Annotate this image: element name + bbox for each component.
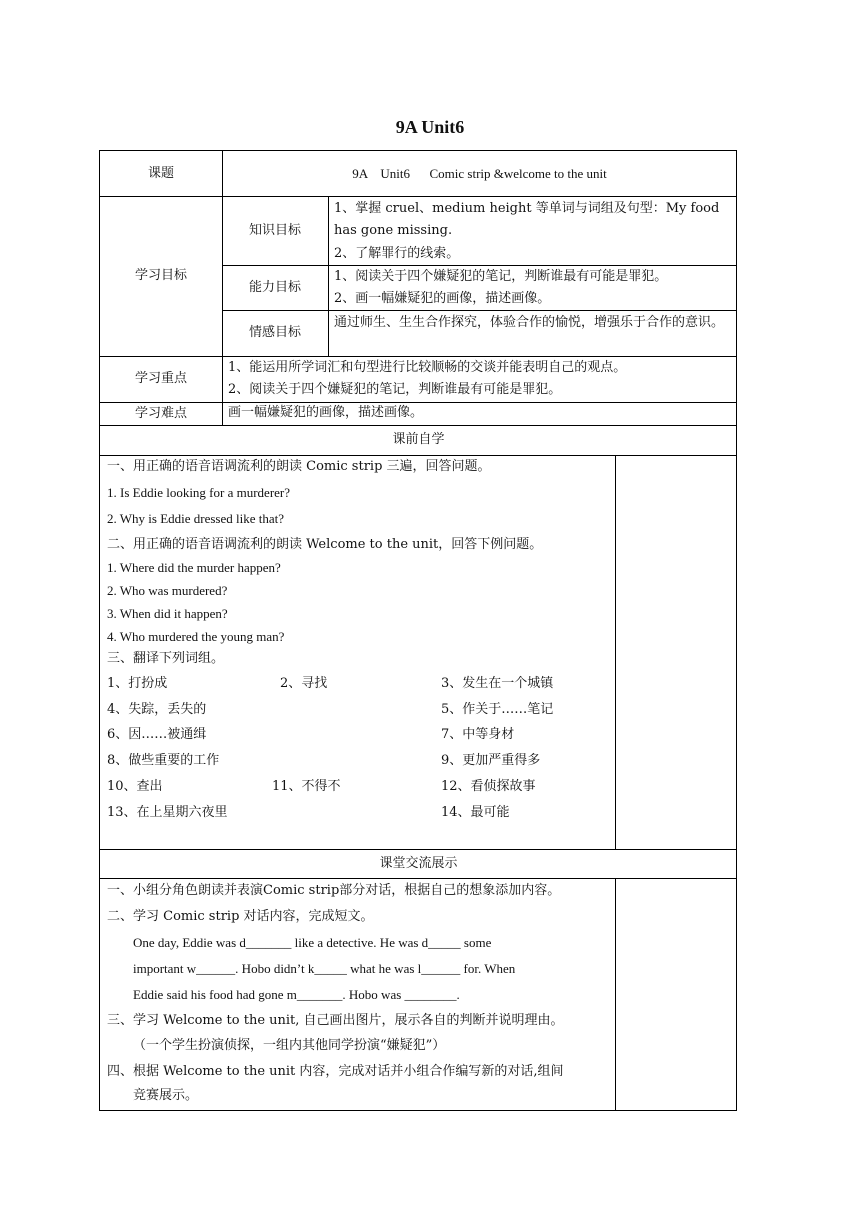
phrase-item: 6、因……被通缉	[107, 727, 207, 742]
comic-question-1: 1. Is Eddie looking for a murderer?	[107, 485, 291, 500]
topic-label: 课题	[147, 165, 174, 181]
column-divider	[328, 196, 329, 356]
preclass-section-3: 三、翻译下列词组。	[107, 651, 225, 666]
phrase-item: 5、作关于……笔记	[441, 702, 554, 717]
phrase-item: 4、失踪，丢失的	[107, 702, 207, 717]
column-divider	[615, 455, 616, 849]
inclass-section-3-note: （一个学生扮演侦探，一组内其他同学扮演“嫌疑犯”）	[133, 1038, 446, 1053]
difficulty-text: 画一幅嫌疑犯的画像，描述画像。	[228, 405, 424, 420]
welcome-question-2: 2. Who was murdered?	[107, 583, 228, 598]
comic-question-2: 2. Why is Eddie dressed like that?	[107, 511, 285, 526]
inclass-section-2: 二、学习 Comic strip 对话内容，完成短文。	[107, 909, 374, 924]
cloze-line-2: important w______. Hobo didn’t k_____ what he was l______ for. When	[133, 961, 516, 976]
inclass-section-1: 一、小组分角色朗读并表演Comic strip部分对话，根据自己的想象添加内容。	[107, 883, 561, 898]
inclass-section-4: 四、根据 Welcome to the unit 内容，完成对话并小组合作编写新的对话,组间	[107, 1064, 564, 1079]
cloze-line-3: Eddie said his food had gone m_______. Hobo was ________.	[133, 987, 460, 1002]
knowledge-goal-2: 2、了解罪行的线索。	[334, 246, 460, 261]
emotion-label: 情感目标	[248, 325, 301, 340]
inclass-heading: 课堂交流展示	[379, 855, 458, 871]
column-divider	[615, 878, 616, 1111]
phrase-item: 14、最可能	[441, 805, 510, 820]
phrase-item: 8、做些重要的工作	[107, 753, 220, 768]
cloze-line-1: One day, Eddie was d_______ like a detective. He was d_____ some	[133, 935, 492, 950]
keypoint-1: 1、能运用所学词汇和句型进行比较顺畅的交谈并能表明自己的观点。	[228, 360, 627, 375]
inclass-section-3: 三、学习 Welcome to the unit, 自己画出图片，展示各自的判断并说明理由。	[107, 1013, 564, 1028]
preclass-section-2: 二、用正确的语音语调流利的朗读 Welcome to the unit，回答下例问题。	[107, 537, 543, 552]
lesson-plan-table	[99, 150, 737, 1111]
phrase-item: 10、查出	[107, 779, 163, 794]
difficulty-label: 学习难点	[134, 405, 187, 421]
preclass-heading: 课前自学	[392, 432, 445, 447]
ability-goal-1: 1、阅读关于四个嫌疑犯的笔记，判断谁最有可能是罪犯。	[334, 269, 668, 284]
phrase-item: 9、更加严重得多	[441, 753, 541, 768]
emotion-goal: 通过师生、生生合作探究，体验合作的愉悦，增强乐于合作的意识。	[334, 315, 725, 330]
ability-label: 能力目标	[248, 279, 301, 295]
row-divider	[100, 878, 737, 879]
knowledge-label: 知识目标	[248, 222, 301, 238]
phrase-item: 1、打扮成	[107, 676, 168, 691]
inclass-section-4-cont: 竞赛展示。	[133, 1088, 199, 1103]
keypoints-label: 学习重点	[134, 371, 187, 386]
keypoint-2: 2、阅读关于四个嫌疑犯的笔记，判断谁最有可能是罪犯。	[228, 382, 562, 397]
phrase-item: 7、中等身材	[441, 727, 515, 742]
column-divider	[222, 356, 223, 425]
knowledge-goal-1: 1、掌握 cruel、medium height 等单词与词组及句型：My food has gone missing.	[334, 201, 720, 238]
welcome-question-1: 1. Where did the murder happen?	[107, 560, 281, 575]
welcome-question-3: 3. When did it happen?	[107, 606, 228, 621]
preclass-section-1: 一、用正确的语音语调流利的朗读 Comic strip 三遍，回答问题。	[107, 459, 491, 474]
welcome-question-4: 4. Who murdered the young man?	[107, 629, 285, 644]
phrase-item: 11、不得不	[272, 779, 341, 794]
phrase-item: 12、看侦探故事	[441, 779, 536, 794]
phrase-item: 2、寻找	[280, 676, 328, 691]
ability-goal-2: 2、画一幅嫌疑犯的画像，描述画像。	[334, 291, 551, 306]
document-title: 9A Unit6	[395, 117, 465, 137]
phrase-item: 13、在上星期六夜里	[107, 805, 228, 820]
topic-value: 9A Unit6 Comic strip &welcome to the unit	[352, 165, 607, 181]
objectives-label: 学习目标	[134, 268, 187, 283]
phrase-item: 3、发生在一个城镇	[441, 676, 554, 691]
